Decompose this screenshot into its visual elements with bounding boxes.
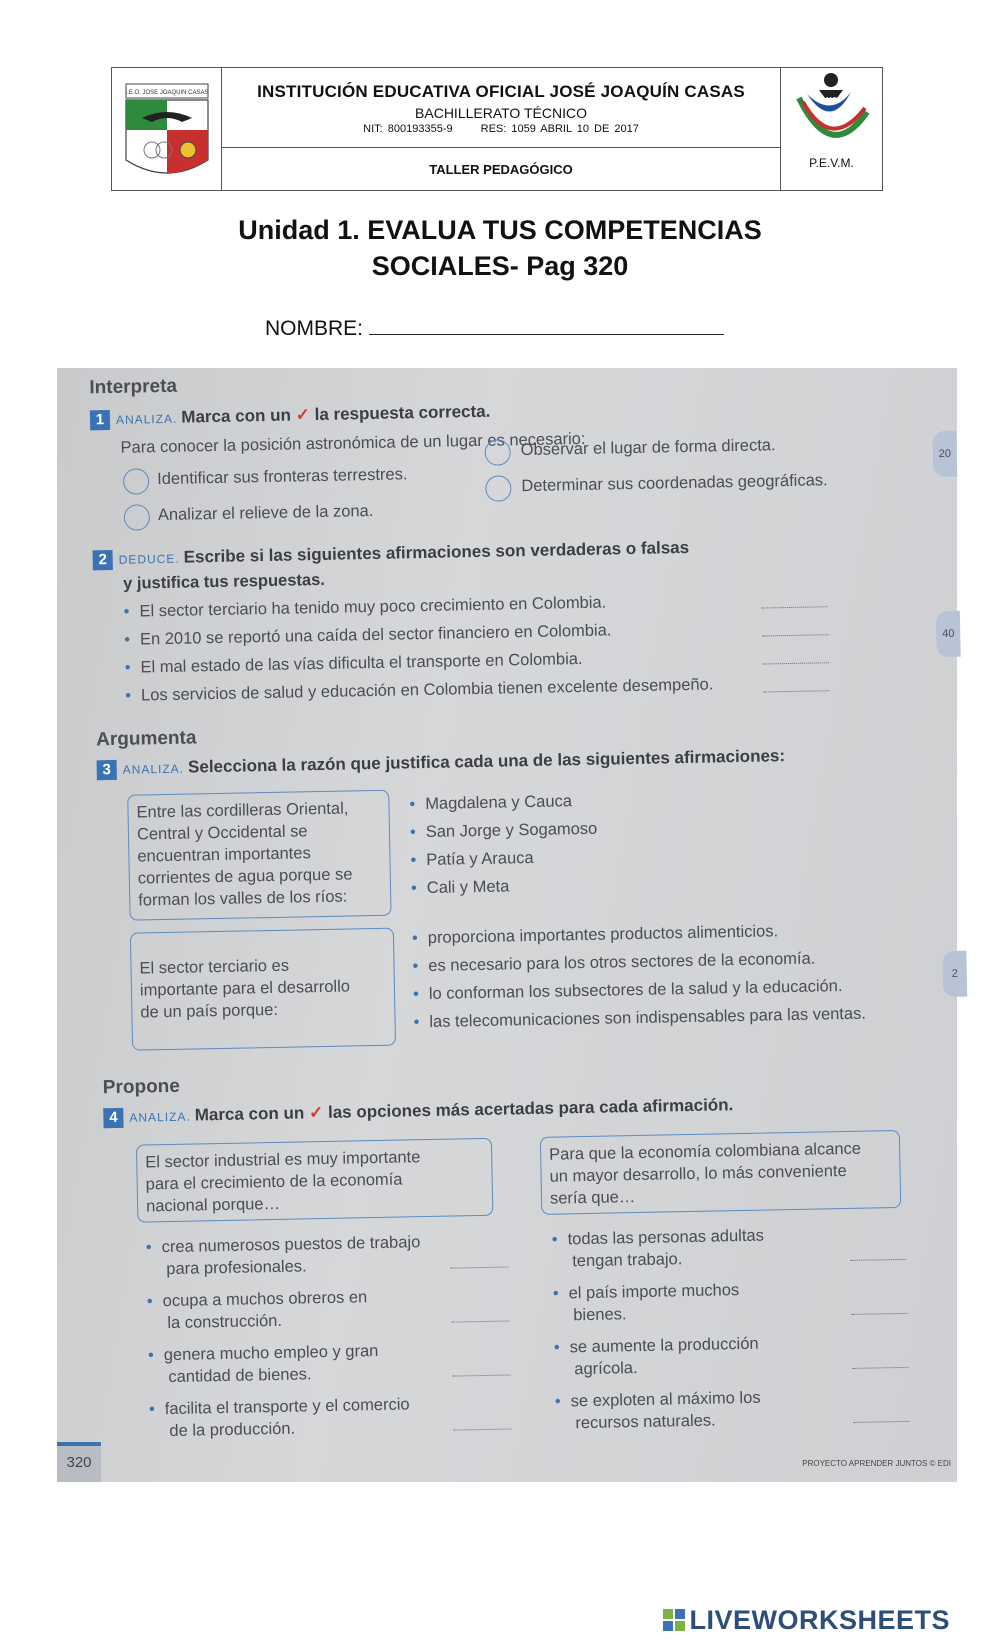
answer-line-2[interactable]	[762, 633, 828, 636]
title-line-1: Unidad 1. EVALUA TUS COMPETENCIAS	[238, 215, 762, 245]
question-2-text: Escribe si las siguientes afirmaciones son verdaderas o falsas	[183, 537, 690, 567]
right-answer-line-4[interactable]	[853, 1420, 909, 1423]
right-answer-line-1[interactable]	[850, 1258, 906, 1261]
side-tab-40: 40	[936, 611, 961, 657]
page-title	[0, 212, 1000, 284]
pevm-label: P.E.V.M.	[809, 156, 854, 170]
reason-2-1[interactable]: • proporciona importantes productos alimenticios.	[411, 922, 779, 948]
nombre-field	[265, 316, 724, 341]
option-circle-2[interactable]	[124, 504, 150, 530]
answer-line-1[interactable]	[762, 605, 828, 608]
right-option-1[interactable]: • todas las personas adultas tengan trabajo.	[551, 1226, 765, 1271]
statement-4: • Los servicios de salud y educación en Colombia tienen excelente desempeño.	[125, 675, 714, 705]
option-4-text: Determinar sus coordenadas geográficas.	[521, 471, 828, 496]
liveworksheets-icon	[663, 1609, 687, 1631]
publisher-credit: PROYECTO APRENDER JUNTOS © EDI	[802, 1459, 951, 1468]
right-answer-line-3[interactable]	[852, 1366, 908, 1369]
question-1-text-a: Marca con un	[181, 405, 292, 427]
statement-2: • En 2010 se reportó una caída del sector financiero en Colombia.	[124, 621, 612, 649]
reason-1-3[interactable]: • Patía y Arauca	[410, 848, 534, 870]
right-option-2[interactable]: • el país importe muchos bienes.	[552, 1281, 740, 1325]
checkmark-icon-2: ✓	[308, 1103, 324, 1123]
option-2-text: Analizar el relieve de la zona.	[157, 501, 374, 525]
question-1-header	[90, 402, 491, 430]
reason-1-1[interactable]: • Magdalena y Cauca	[409, 792, 573, 814]
question-1-verb: ANALIZA.	[115, 411, 178, 427]
program-name: BACHILLERATO TÉCNICO	[415, 105, 587, 121]
question-4-text-a: Marca con un	[194, 1103, 305, 1125]
left-answer-line-3[interactable]	[452, 1373, 510, 1376]
question-2-number: 2	[92, 549, 112, 569]
left-option-2[interactable]: • ocupa a muchos obreros en la construcción.	[146, 1288, 368, 1333]
affirmation-box-left: El sector industrial es muy importante para el crecimiento de la economía nacional porque…	[136, 1138, 493, 1223]
question-4-number: 4	[103, 1107, 123, 1127]
question-4-text-b: las opciones más acertadas para cada afirmación.	[327, 1095, 734, 1122]
school-crest-logo	[112, 68, 220, 190]
affirmation-box-right: Para que la economía colombiana alcance un mayor desarrollo, lo más conveniente sería que…	[540, 1130, 901, 1215]
nombre-label: NOMBRE:	[265, 317, 364, 340]
reason-2-4[interactable]: • las telecomunicaciones son indispensables para las ventas.	[413, 1004, 867, 1032]
question-3-text: Selecciona la razón que justifica cada una de las siguientes afirmaciones:	[187, 746, 786, 777]
question-2-verb: DEDUCE.	[118, 551, 180, 567]
resolution: RES: 1059 ABRIL 10 DE 2017	[480, 123, 639, 135]
liveworksheets-text: LIVEWORKSHEETS	[689, 1605, 950, 1635]
option-circle-3[interactable]	[484, 439, 510, 465]
nombre-input-line[interactable]	[369, 316, 724, 335]
left-option-4[interactable]: • facilita el transporte y el comercio de la producción.	[148, 1395, 410, 1441]
side-tab-20: 20	[932, 431, 957, 477]
textbook-page	[57, 351, 978, 1482]
crest-text: I.E.O. JOSE JOAQUIN CASAS	[125, 90, 209, 96]
reason-2-3[interactable]: • lo conforman los subsectores de la salud y la educación.	[412, 977, 843, 1004]
left-option-1[interactable]: • crea numerosos puestos de trabajo para profesionales.	[145, 1233, 421, 1279]
left-answer-line-2[interactable]	[451, 1319, 509, 1322]
section-propone: Propone	[102, 1075, 181, 1099]
checkmark-icon: ✓	[295, 405, 311, 425]
option-circle-1[interactable]	[123, 468, 149, 494]
statement-box-2: El sector terciario es importante para el desarrollo de un país porque:	[130, 928, 396, 1051]
right-option-4[interactable]: • se exploten al máximo los recursos naturales.	[554, 1388, 761, 1433]
section-argumenta: Argumenta	[95, 727, 197, 751]
question-2-text-2: y justifica tus respuestas.	[122, 570, 326, 593]
side-tab-2: 2	[942, 951, 967, 997]
right-answer-line-2[interactable]	[851, 1312, 907, 1315]
left-answer-line-1[interactable]	[450, 1266, 508, 1269]
statement-box-1: Entre las cordilleras Oriental, Central y Occidental se encuentran importantes corrientes de agua porque se forman los valles de los ríos:	[127, 790, 391, 921]
question-3-verb: ANALIZA.	[122, 761, 185, 777]
statement-1: • El sector terciario ha tenido muy poco crecimiento en Colombia.	[123, 593, 607, 621]
answer-line-3[interactable]	[763, 661, 829, 664]
left-answer-line-4[interactable]	[453, 1427, 511, 1430]
question-2-header	[92, 538, 689, 570]
liveworksheets-logo	[663, 1605, 950, 1636]
pevm-logo	[781, 68, 881, 158]
textbook-photo	[57, 368, 957, 1482]
option-circle-4[interactable]	[485, 475, 511, 501]
nit-number: NIT: 800193355-9	[363, 123, 453, 135]
statement-3: • El mal estado de las vías dificulta el transporte en Colombia.	[124, 649, 583, 677]
question-1-text-b: la respuesta correcta.	[314, 401, 491, 425]
reason-1-4[interactable]: • Cali y Meta	[410, 877, 510, 898]
reason-2-2[interactable]: • es necesario para los otros sectores de la economía.	[412, 949, 816, 976]
reason-1-2[interactable]: • San Jorge y Sogamoso	[409, 819, 598, 842]
option-3-text: Observar el lugar de forma directa.	[520, 436, 776, 460]
option-1-text: Identificar sus fronteras terrestres.	[156, 465, 408, 489]
answer-line-4[interactable]	[763, 689, 829, 692]
question-3-number: 3	[97, 759, 117, 779]
institution-header	[111, 67, 883, 191]
left-option-3[interactable]: • genera mucho empleo y gran cantidad de bienes.	[147, 1342, 379, 1387]
question-3-header	[97, 746, 786, 780]
question-4-header	[103, 1095, 733, 1128]
pevm-cell	[780, 68, 882, 190]
question-4-verb: ANALIZA.	[129, 1109, 191, 1125]
section-interpreta: Interpreta	[89, 375, 178, 399]
taller-label: TALLER PEDAGÓGICO	[429, 162, 573, 177]
right-option-3[interactable]: • se aumente la producción agrícola.	[553, 1334, 759, 1379]
title-line-2: SOCIALES- Pag 320	[371, 251, 629, 281]
page-number: 320	[57, 1442, 101, 1482]
pevm-logo-text: JJC	[824, 97, 838, 104]
question-1-prompt: Para conocer la posición astronómica de un lugar es necesario:	[120, 429, 586, 457]
school-crest-cell	[112, 68, 222, 190]
institution-name: INSTITUCIÓN EDUCATIVA OFICIAL JOSÉ JOAQUÍN CASAS	[257, 82, 745, 101]
question-1-number: 1	[90, 410, 110, 430]
